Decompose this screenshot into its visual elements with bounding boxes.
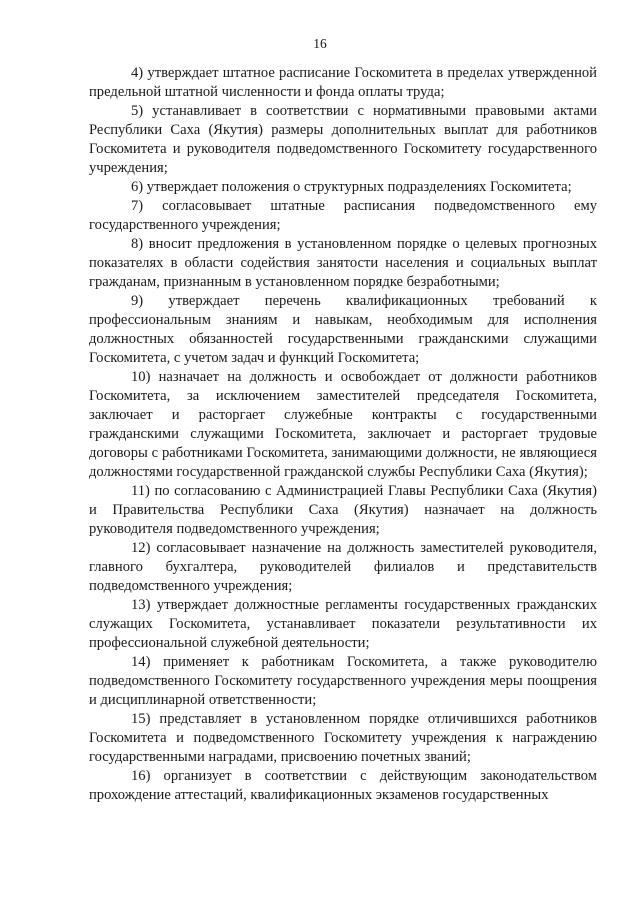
paragraph-item-14: 14) применяет к работникам Госкомитета, а также руководителю подведомственного Госкомитету государственного учреждения меры поощрения и дисциплинарной ответственности; bbox=[89, 654, 597, 708]
paragraph-item-12: 12) согласовывает назначение на должность заместителей руководителя, главного бухгалтера, руководителей филиалов и представительств подведомственного учреждения; bbox=[89, 540, 597, 594]
paragraph-item-4: 4) утверждает штатное расписание Госкомитета в пределах утвержденной предельной штатной численности и фонда оплаты труда; bbox=[89, 65, 597, 100]
paragraph-item-15: 15) представляет в установленном порядке отличившихся работников Госкомитета и подведомственного Госкомитету учреждения к награждению государственными наградами, присвоению почетных званий; bbox=[89, 711, 597, 765]
page-number: 16 bbox=[313, 36, 327, 51]
paragraph-item-7: 7) согласовывает штатные расписания подведомственного ему государственного учреждения; bbox=[89, 198, 597, 233]
paragraph-item-13: 13) утверждает должностные регламенты государственных гражданских служащих Госкомитета, устанавливает показатели результативности их профессиональной служебной деятельности; bbox=[89, 597, 597, 651]
paragraph-item-16: 16) организует в соответствии с действующим законодательством прохождение аттестаций, квалификационных экзаменов государственных bbox=[89, 768, 597, 803]
paragraph-item-11: 11) по согласованию с Администрацией Главы Республики Саха (Якутия) и Правительства Республики Саха (Якутия) назначает на должность руководителя подведомственного учреждения; bbox=[89, 483, 597, 537]
paragraph-item-5: 5) устанавливает в соответствии с нормативными правовыми актами Республики Саха (Якутия) размеры дополнительных выплат для работников Госкомитета и руководителя подведомственного Госкомитету государственного учреждения; bbox=[89, 103, 597, 176]
paragraph-item-9: 9) утверждает перечень квалификационных требований к профессиональным знаниям и навыкам, необходимым для исполнения должностных обязанностей государственными гражданскими служащими Госкомитета, с учетом задач и функций Госкомитета; bbox=[89, 293, 597, 366]
paragraph-item-10: 10) назначает на должность и освобождает от должности работников Госкомитета, за исключением заместителей председателя Госкомитета, заключает и расторгает служебные контракты с государственными гражданскими служащими Госкомитета, заключает и расторгает трудовые договоры с работниками Госкомитета, занимающими должности, не являющиеся должностями государственной гражданской службы Республики Саха (Якутия); bbox=[89, 369, 597, 480]
paragraph-item-6: 6) утверждает положения о структурных подразделениях Госкомитета; bbox=[131, 179, 572, 195]
document-body bbox=[89, 64, 597, 805]
paragraph-item-8: 8) вносит предложения в установленном порядке о целевых прогнозных показателях в области содействия занятости населения и социальных выплат гражданам, признанным в установленном порядке безработными; bbox=[89, 236, 597, 290]
